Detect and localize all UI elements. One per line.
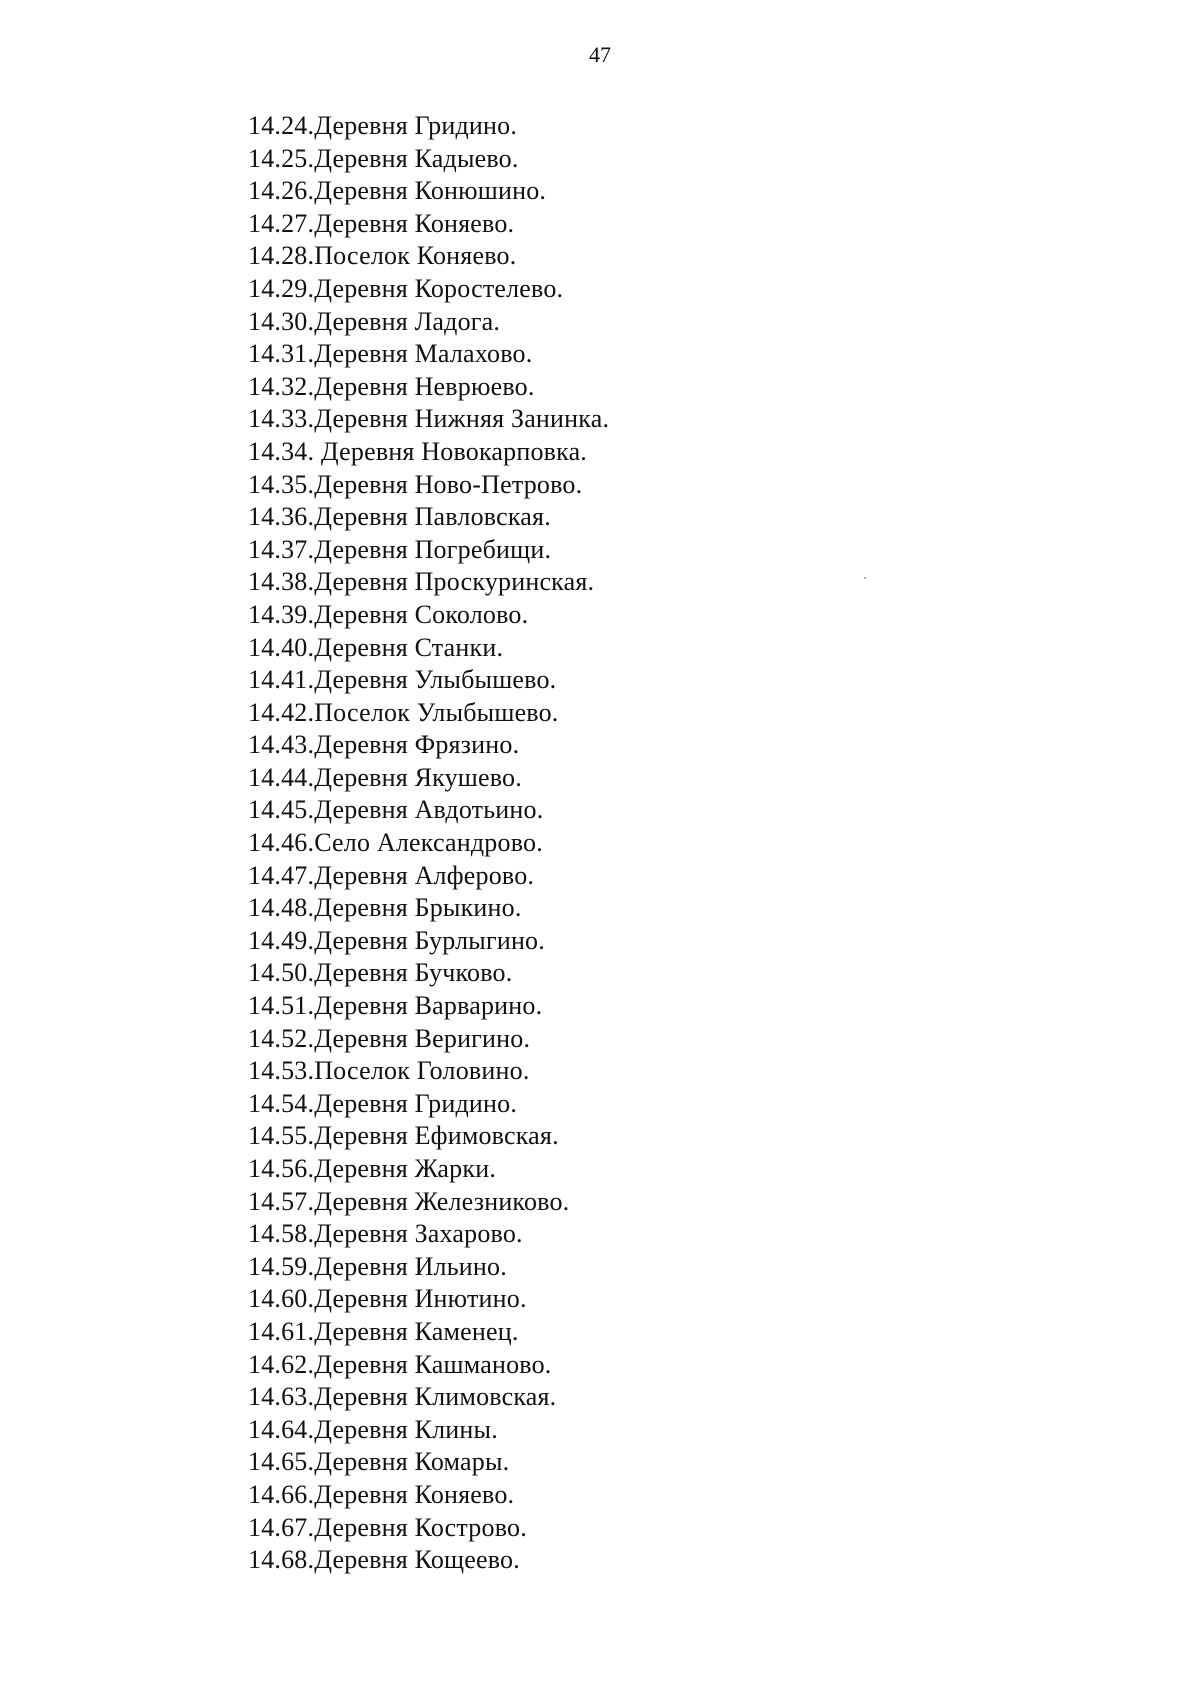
list-item bbox=[248, 208, 609, 241]
list-item bbox=[248, 566, 609, 599]
item-text: Деревня Алферово. bbox=[314, 860, 535, 890]
list-item bbox=[248, 501, 609, 534]
item-number: 14.49. bbox=[248, 925, 315, 955]
list-item bbox=[248, 1283, 609, 1316]
list-item bbox=[248, 729, 609, 762]
list-item bbox=[248, 1446, 609, 1479]
item-number: 14.64. bbox=[248, 1414, 315, 1444]
list-item bbox=[248, 892, 609, 925]
item-text: Деревня Ладога. bbox=[314, 306, 501, 336]
item-text: Деревня Улыбышево. bbox=[314, 665, 557, 695]
item-number: 14.47. bbox=[248, 860, 315, 890]
item-text: Деревня Комары. bbox=[314, 1447, 510, 1477]
item-text: Деревня Клины. bbox=[314, 1414, 498, 1444]
item-text: Деревня Гридино. bbox=[314, 111, 518, 140]
item-number: 14.48. bbox=[248, 893, 315, 923]
list-item bbox=[248, 925, 609, 958]
item-text: Деревня Жарки. bbox=[314, 1154, 497, 1183]
item-number: 14.68. bbox=[248, 1545, 315, 1575]
list-item bbox=[248, 371, 609, 404]
list-item bbox=[248, 632, 609, 665]
item-number: 14.50. bbox=[248, 958, 315, 988]
list-item bbox=[248, 599, 609, 632]
item-text: Деревня Павловская. bbox=[314, 502, 551, 532]
item-number: 14.46. bbox=[248, 828, 315, 858]
item-text: Деревня Кострово. bbox=[314, 1512, 527, 1542]
item-number: 14.62. bbox=[248, 1349, 315, 1379]
item-text: Деревня Кашманово. bbox=[314, 1349, 552, 1379]
list-item bbox=[248, 697, 609, 730]
item-text: Деревня Погребищи. bbox=[314, 534, 552, 564]
item-number: 14.53. bbox=[248, 1056, 315, 1086]
item-text: Деревня Захарово. bbox=[314, 1219, 523, 1249]
item-text: Деревня Станки. bbox=[314, 632, 504, 662]
item-number: 14.44. bbox=[248, 762, 315, 792]
list-item bbox=[248, 1512, 609, 1545]
item-number: 14.39. bbox=[248, 599, 315, 629]
list-item bbox=[248, 534, 609, 567]
item-number: 14.54. bbox=[248, 1088, 315, 1118]
item-text: Деревня Авдотьино. bbox=[314, 795, 544, 825]
item-number: 14.55. bbox=[248, 1121, 315, 1151]
item-text: Деревня Железниково. bbox=[314, 1186, 570, 1216]
list-item bbox=[248, 403, 609, 436]
item-text: Деревня Новокарповка. bbox=[320, 436, 588, 466]
item-text: Деревня Ильино. bbox=[314, 1251, 507, 1281]
item-text: Деревня Климовская. bbox=[314, 1382, 557, 1412]
item-number: 14.30. bbox=[248, 306, 315, 336]
item-text: Деревня Гридино. bbox=[314, 1088, 518, 1118]
item-number: 14.45. bbox=[248, 795, 315, 825]
item-number: 14.25. bbox=[248, 143, 315, 173]
item-number: 14.34. bbox=[248, 436, 321, 466]
item-text: Деревня Кадыево. bbox=[314, 143, 519, 173]
item-text: Деревня Малахово. bbox=[314, 339, 533, 369]
item-text: Деревня Коняево. bbox=[314, 1479, 515, 1509]
item-text: Деревня Кощеево. bbox=[314, 1545, 520, 1575]
item-text: Деревня Варварино. bbox=[314, 991, 543, 1021]
item-text: Деревня Конюшино. bbox=[314, 176, 547, 206]
list-item bbox=[248, 240, 609, 273]
list-item bbox=[248, 469, 609, 502]
item-text: Деревня Ново-Петрово. bbox=[314, 469, 583, 499]
item-number: 14.51. bbox=[248, 991, 315, 1021]
item-number: 14.63. bbox=[248, 1382, 315, 1412]
item-number: 14.43. bbox=[248, 730, 315, 760]
list-item bbox=[248, 1316, 609, 1349]
item-number: 14.41. bbox=[248, 665, 315, 695]
list-item bbox=[248, 1349, 609, 1382]
item-text: Поселок Головино. bbox=[314, 1056, 530, 1086]
item-number: 14.57. bbox=[248, 1186, 315, 1216]
item-text: Село Александрово. bbox=[314, 828, 543, 858]
item-number: 14.58. bbox=[248, 1219, 315, 1249]
list-item bbox=[248, 338, 609, 371]
settlement-list bbox=[248, 110, 609, 1577]
list-item bbox=[248, 175, 609, 208]
item-number: 14.37. bbox=[248, 534, 315, 564]
item-number: 14.24. bbox=[248, 111, 315, 140]
list-item bbox=[248, 1120, 609, 1153]
list-item bbox=[248, 827, 609, 860]
list-item bbox=[248, 306, 609, 339]
list-item bbox=[248, 1055, 609, 1088]
item-number: 14.27. bbox=[248, 208, 315, 238]
item-number: 14.36. bbox=[248, 502, 315, 532]
item-text: Деревня Бурлыгино. bbox=[314, 925, 545, 955]
list-item bbox=[248, 110, 609, 143]
list-item bbox=[248, 1153, 609, 1186]
item-number: 14.33. bbox=[248, 404, 315, 434]
item-text: Деревня Коняево. bbox=[314, 208, 515, 238]
item-text: Деревня Соколово. bbox=[314, 599, 529, 629]
item-number: 14.42. bbox=[248, 697, 315, 727]
page-number: 47 bbox=[589, 42, 611, 67]
item-number: 14.26. bbox=[248, 176, 315, 206]
item-number: 14.67. bbox=[248, 1512, 315, 1542]
item-text: Деревня Веригино. bbox=[314, 1023, 531, 1053]
item-number: 14.35. bbox=[248, 469, 315, 499]
item-number: 14.29. bbox=[248, 273, 315, 303]
item-number: 14.60. bbox=[248, 1284, 315, 1314]
item-text: Поселок Коняево. bbox=[314, 241, 517, 271]
item-text: Деревня Бучково. bbox=[314, 958, 513, 988]
list-item bbox=[248, 436, 609, 469]
list-item bbox=[248, 1251, 609, 1284]
item-number: 14.28. bbox=[248, 241, 315, 271]
item-text: Деревня Проскуринская. bbox=[314, 567, 595, 597]
item-text: Деревня Нижняя Занинка. bbox=[314, 404, 610, 434]
list-item bbox=[248, 1414, 609, 1447]
item-text: Деревня Ефимовская. bbox=[314, 1121, 559, 1151]
item-text: Деревня Коростелево. bbox=[314, 273, 564, 303]
list-item bbox=[248, 143, 609, 176]
item-number: 14.52. bbox=[248, 1023, 315, 1053]
list-item bbox=[248, 1479, 609, 1512]
item-text: Деревня Инютино. bbox=[314, 1284, 527, 1314]
list-item bbox=[248, 990, 609, 1023]
item-text: Поселок Улыбышево. bbox=[314, 697, 559, 727]
item-text: Деревня Каменец. bbox=[314, 1316, 519, 1346]
list-item bbox=[248, 1381, 609, 1414]
item-number: 14.31. bbox=[248, 339, 315, 369]
list-item bbox=[248, 273, 609, 306]
item-text: Деревня Брыкино. bbox=[314, 893, 522, 923]
list-item bbox=[248, 1218, 609, 1251]
list-item bbox=[248, 762, 609, 795]
item-number: 14.56. bbox=[248, 1154, 315, 1183]
item-number: 14.66. bbox=[248, 1479, 315, 1509]
list-item bbox=[248, 794, 609, 827]
list-item bbox=[248, 1186, 609, 1219]
list-item bbox=[248, 957, 609, 990]
list-item bbox=[248, 1544, 609, 1577]
item-number: 14.65. bbox=[248, 1447, 315, 1477]
item-text: Деревня Неврюево. bbox=[314, 371, 535, 401]
list-item bbox=[248, 1088, 609, 1121]
scan-speck bbox=[864, 577, 866, 579]
item-number: 14.40. bbox=[248, 632, 315, 662]
item-text: Деревня Якушево. bbox=[314, 762, 522, 792]
item-number: 14.61. bbox=[248, 1316, 315, 1346]
item-number: 14.59. bbox=[248, 1251, 315, 1281]
item-number: 14.38. bbox=[248, 567, 315, 597]
list-item bbox=[248, 1023, 609, 1056]
list-item bbox=[248, 860, 609, 893]
list-item bbox=[248, 664, 609, 697]
item-text: Деревня Фрязино. bbox=[314, 730, 520, 760]
item-number: 14.32. bbox=[248, 371, 315, 401]
